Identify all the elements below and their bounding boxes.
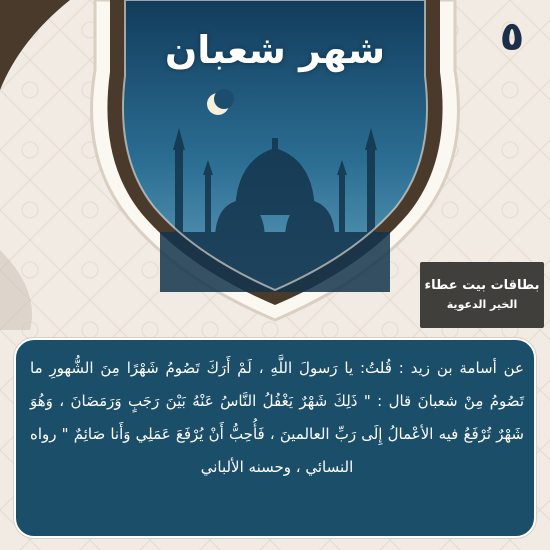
- publisher-name: بطاقات بيت عطاء: [424, 278, 540, 293]
- hadith-panel: [14, 338, 536, 538]
- publisher-badge: [420, 262, 544, 328]
- card-title: شهر شعبان: [164, 28, 386, 72]
- card-number: ٥: [499, 14, 525, 60]
- publisher-subtitle: الخير الدعوية: [446, 298, 518, 311]
- hadith-text: عن أسامة بن زيد : قُلتُ: يا رَسولَ اللَّهِ ، لَمْ أَرَكَ تَصُومُ شَهْرًا مِنَ الشُّهورِ ما تَصُومُ مِنْ شعبانَ قال : " ذَلِكَ شَهْرٌ يَغْفُلُ النَّاسُ عَنْهُ بَيْنَ رَجَبٍ وَرَمَضَانَ ، وَهُوَ شَهْرٌ تُرْفَعُ فيه الأعْمالُ إِلَى رَبِّ العالمينَ ، فَأُحِبُّ أَنْ يُرْفَعَ عَمَلِي وَأَنا صَائِمٌ " رواه النسائي ، وحسنه الألباني: [30, 359, 524, 476]
